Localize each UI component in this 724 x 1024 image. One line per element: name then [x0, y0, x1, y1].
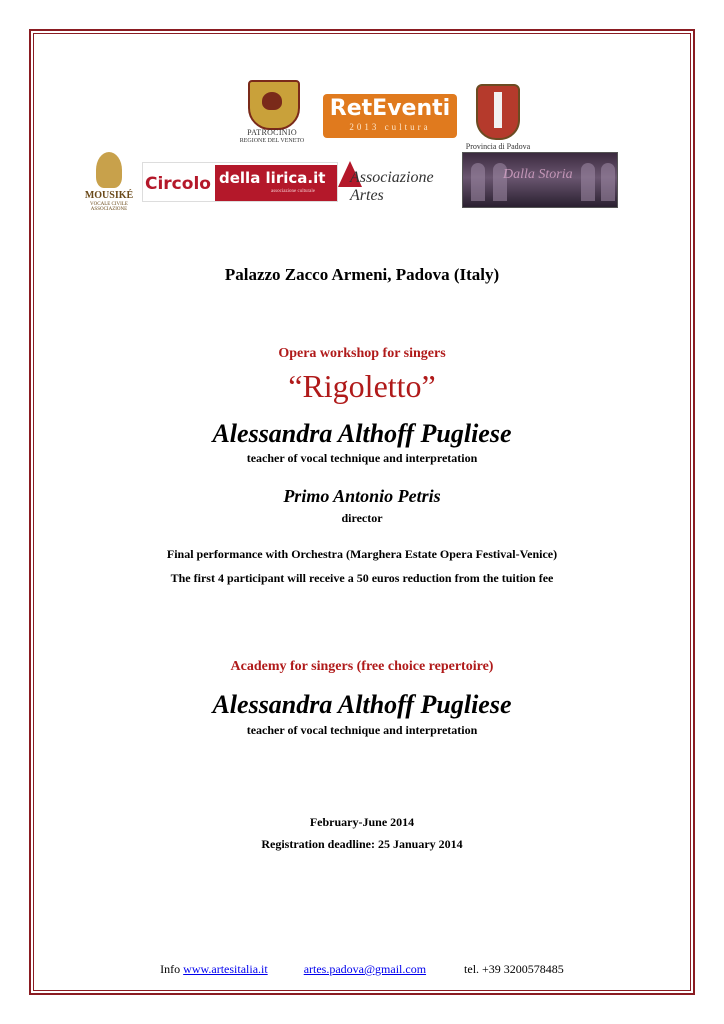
mousike-logo-sub: VOCALE CIVILE ASSOCIAZIONE — [90, 202, 128, 212]
regione-logo-line2: REGIONE DEL VENETO — [239, 138, 305, 144]
discount-note: The first 4 participant will receive a 50 euros reduction from the tuition fee — [170, 571, 554, 585]
regione-veneto-logo — [232, 78, 312, 154]
palazzo-photo-overlay: Dalla Storia — [503, 167, 573, 182]
coat-of-arms-icon — [476, 84, 520, 140]
circolo-lirica-logo — [142, 162, 338, 202]
director-name: Primo Antonio Petris — [283, 486, 441, 506]
contact-footer — [0, 962, 724, 977]
mousike-logo-name: MOUSIKÉ — [84, 190, 134, 201]
reteventi-logo-sub: 2013 cultura — [349, 122, 431, 132]
circolo-logo-part1: Circolo — [145, 174, 211, 194]
final-performance-note: Final performance with Orchestra (Marghera Estate Opera Festival-Venice) — [166, 547, 558, 561]
workshop-label: Opera workshop for singers — [278, 346, 446, 361]
opera-title: “Rigoletto” — [288, 368, 436, 404]
email-link[interactable]: artes.padova@gmail.com — [303, 962, 427, 976]
circolo-logo-sub: associazione culturale — [271, 189, 316, 194]
academy-teacher-role: teacher of vocal technique and interpretation — [246, 723, 478, 737]
associazione-artes-logo — [336, 155, 460, 205]
website-link[interactable]: www.artesitalia.it — [183, 962, 268, 976]
arch-icon — [471, 163, 485, 201]
info-label: Info — [160, 962, 181, 976]
course-period: February-June 2014 — [309, 815, 415, 829]
registration-deadline: Registration deadline: 25 January 2014 — [261, 837, 463, 851]
academy-teacher-name: Alessandra Althoff Pugliese — [212, 690, 512, 719]
bust-icon — [96, 152, 122, 188]
venue-heading: Palazzo Zacco Armeni, Padova (Italy) — [224, 265, 500, 284]
academy-label: Academy for singers (free choice repertoire) — [230, 659, 494, 674]
regione-logo-line1: PATROCINIO — [247, 128, 297, 137]
circolo-logo-part2: della lirica.it — [219, 169, 326, 187]
director-role: director — [341, 511, 383, 525]
reteventi-logo-name: RetEventi — [329, 96, 451, 121]
reteventi-logo — [323, 94, 457, 138]
provincia-logo-caption: Provincia di Padova — [465, 142, 531, 151]
phone-number: tel. +39 3200578485 — [464, 962, 564, 976]
provincia-padova-logo — [462, 80, 534, 154]
artes-logo-name: Associazione Artes — [350, 169, 434, 204]
workshop-teacher-name: Alessandra Althoff Pugliese — [212, 419, 512, 448]
mousike-logo — [74, 150, 144, 212]
palazzo-photo — [462, 152, 618, 208]
workshop-teacher-role: teacher of vocal technique and interpretation — [246, 451, 478, 465]
lion-crest-icon — [248, 80, 300, 130]
